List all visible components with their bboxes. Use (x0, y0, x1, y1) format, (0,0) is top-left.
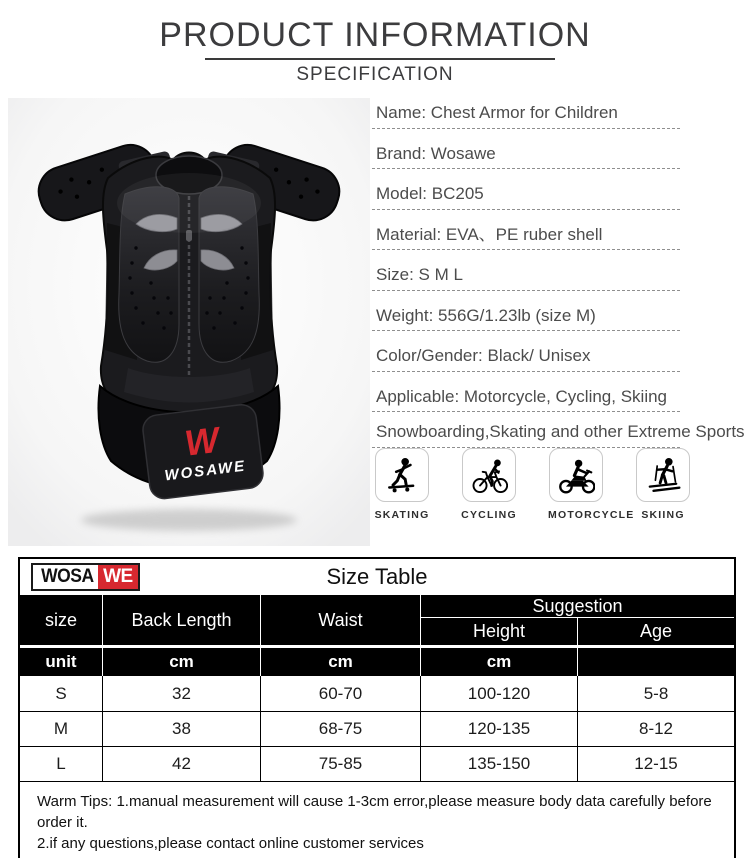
spec-applicable-2: Snowboarding,Skating and other Extreme Sports (372, 422, 680, 448)
cell-waist-l: 75-85 (260, 747, 420, 781)
spec-material: Material: EVA、PE ruber shell (372, 225, 680, 251)
cycling-icon (462, 448, 516, 502)
table-row-l (20, 746, 734, 781)
cell-height-l: 135-150 (420, 747, 577, 781)
cell-back-m: 38 (102, 712, 260, 746)
col-header-size: size (44, 609, 77, 630)
table-row-m (20, 711, 734, 746)
cell-size-m: M (53, 719, 69, 738)
page-subtitle: SPECIFICATION (296, 64, 454, 85)
spec-list (372, 103, 748, 463)
col-header-suggestion: Suggestion (420, 595, 734, 618)
cell-waist-m: 68-75 (260, 712, 420, 746)
unit-height: cm (420, 648, 577, 676)
spec-name: Name: Chest Armor for Children (372, 103, 680, 129)
unit-label: unit (45, 652, 77, 671)
activity-skating (375, 448, 431, 523)
activity-icons-row (375, 448, 692, 523)
spec-brand: Brand: Wosawe (372, 144, 680, 170)
activity-skiing (636, 448, 692, 523)
activity-motorcycle (548, 448, 635, 523)
unit-waist: cm (260, 648, 420, 676)
cell-size-l: L (56, 754, 66, 773)
cell-age-l: 12-15 (577, 747, 734, 781)
motorcycle-icon (549, 448, 603, 502)
vest-logo-text: WOSAWE (163, 457, 248, 485)
cell-back-s: 32 (102, 676, 260, 711)
chest-armor-image (8, 98, 370, 546)
size-table-title: Size Table (326, 564, 428, 589)
skiing-icon (636, 448, 690, 502)
cell-waist-s: 60-70 (260, 676, 420, 711)
vest-logo-w-icon: W (182, 418, 222, 464)
cell-back-l: 42 (102, 747, 260, 781)
spec-weight: Weight: 556G/1.23lb (size M) (372, 306, 680, 332)
spec-model: Model: BC205 (372, 184, 680, 210)
wosawe-logo (31, 563, 140, 591)
cell-height-m: 120-135 (420, 712, 577, 746)
cell-size-s: S (55, 683, 67, 703)
spec-size: Size: S M L (372, 265, 680, 291)
skating-icon (375, 448, 429, 502)
cell-age-m: 8-12 (577, 712, 734, 746)
warm-tips (20, 781, 734, 858)
size-table (18, 557, 736, 858)
size-table-title-row (20, 559, 734, 595)
unit-back-length: cm (102, 648, 260, 676)
spec-color-gender: Color/Gender: Black/ Unisex (372, 346, 680, 372)
col-header-waist: Waist (260, 595, 420, 645)
unit-row (20, 648, 734, 676)
col-header-height: Height (420, 618, 577, 645)
cell-age-s: 5-8 (577, 676, 734, 711)
skiing-label: SKIING (641, 509, 685, 521)
product-photo (8, 98, 370, 546)
table-row-s (20, 676, 734, 711)
spec-applicable: Applicable: Motorcycle, Cycling, Skiing (372, 387, 680, 413)
col-header-age: Age (577, 618, 734, 645)
warm-tips-line-2: 2.if any questions,please contact online customer services (37, 835, 424, 852)
size-table-header (20, 595, 734, 645)
wosawe-logo-black-part: WOSA (41, 566, 94, 587)
unit-age (577, 648, 734, 676)
wosawe-logo-red-part: WE (98, 565, 138, 589)
activity-cycling (462, 448, 518, 523)
title-underline (205, 58, 555, 60)
skating-label: SKATING (374, 509, 430, 521)
motorcycle-label: MOTORCYCLE (548, 509, 635, 521)
col-header-back-length: Back Length (102, 595, 260, 645)
cycling-label: CYCLING (461, 509, 517, 521)
page-title: PRODUCT INFORMATION (159, 16, 591, 54)
cell-height-s: 100-120 (420, 676, 577, 711)
warm-tips-line-1: Warm Tips: 1.manual measurement will cause 1-3cm error,please measure body data carefully before order it. (37, 793, 712, 831)
